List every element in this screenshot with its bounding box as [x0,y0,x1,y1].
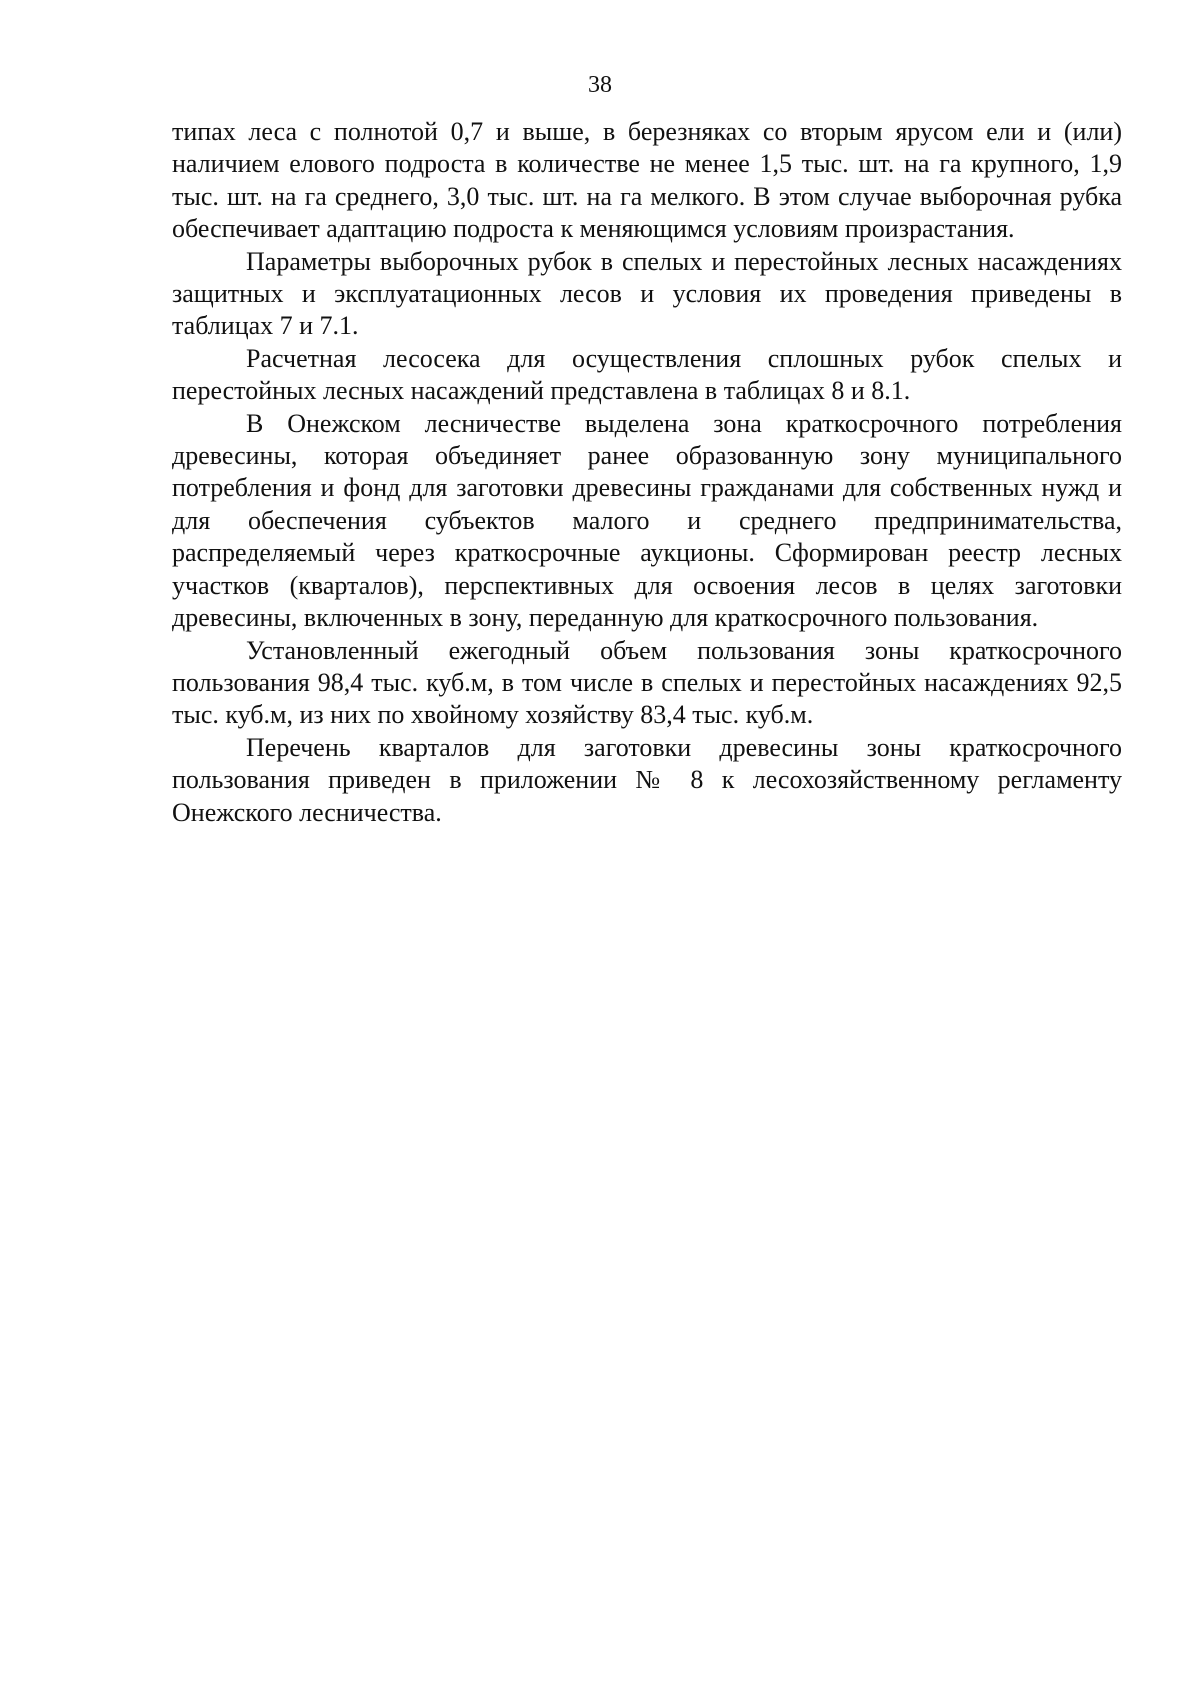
page-number: 38 [588,72,612,98]
paragraph-allowable-cut: Расчетная лесосека для осуществления сплошных рубок спелых и перестойных лесных насаждений представлена в таблицах 8 и 8.1. [172,343,1122,406]
paragraph-selective-felling-parameters: Параметры выборочных рубок в спелых и перестойных лесных насаждениях защитных и эксплуатационных лесов и условия их проведения приведены в таблицах 7 и 7.1. [172,246,1122,341]
paragraph-annual-volume: Установленный ежегодный объем пользования зоны краткосрочного пользования 98,4 тыс. куб.м, в том числе в спелых и перестойных насаждениях 92,5 тыс. куб.м, из них по хвойному хозяйству 83,4 тыс. куб.м. [172,635,1122,730]
paragraph-quarters-list: Перечень кварталов для заготовки древесины зоны краткосрочного пользования приведен в приложении № 8 к лесохозяйственному регламенту Онежского лесничества. [172,732,1122,827]
paragraph-short-term-zone: В Онежском лесничестве выделена зона краткосрочного потребления древесины, которая объединяет ранее образованную зону муниципального потребления и фонд для заготовки древесины гражданами для собственных нужд и для обеспечения субъектов малого и среднего предпринимательства, распределяемый через краткосрочные аукционы. Сформирован реестр лесных участков (кварталов), перспективных для освоения лесов в целях заготовки древесины, включенных в зону, переданную для краткосрочного пользования. [172,408,1122,633]
document-text-body [172,116,1122,829]
paragraph-continuation: типах леса с полнотой 0,7 и выше, в березняках со вторым ярусом ели и (или) наличием елового подроста в количестве не менее 1,5 тыс. шт. на га крупного, 1,9 тыс. шт. на га среднего, 3,0 тыс. шт. на га мелкого. В этом случае выборочная рубка обеспечивает адаптацию подроста к меняющимся условиям произрастания. [172,117,1122,244]
